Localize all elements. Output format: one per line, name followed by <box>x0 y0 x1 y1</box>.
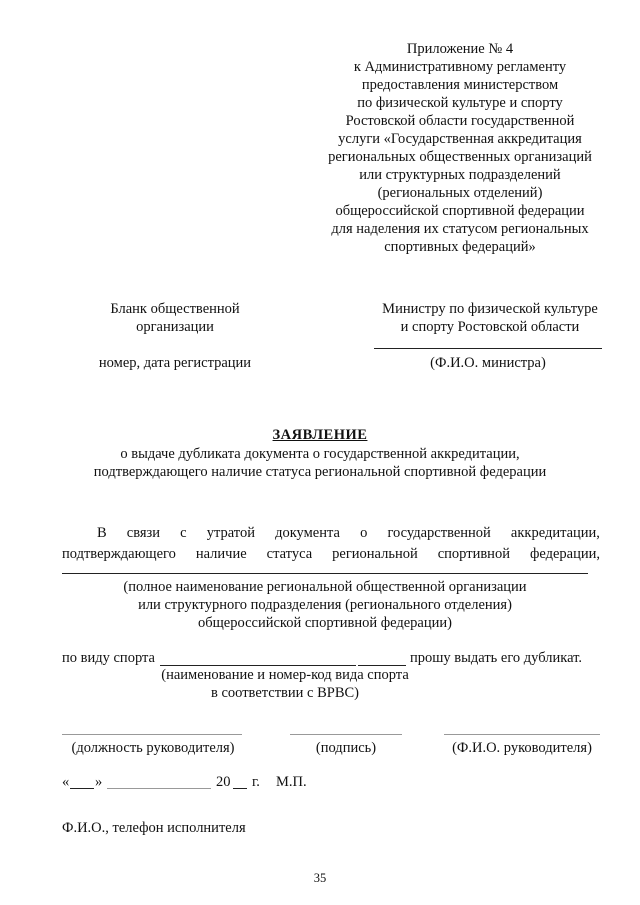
org-name-line[interactable] <box>62 573 588 574</box>
date-close-quote: » <box>95 774 103 790</box>
body-word: наличие <box>195 546 247 562</box>
body-word: спортивной <box>437 546 510 562</box>
day-line[interactable] <box>70 788 94 789</box>
sport-caption <box>150 666 420 702</box>
leader-name-line[interactable] <box>444 734 600 735</box>
date-open-quote: « <box>62 774 70 790</box>
body-word: федерации, <box>529 546 600 562</box>
org-letterhead-line: Бланк общественной <box>110 301 240 317</box>
position-line[interactable] <box>62 734 242 735</box>
registration-label: номер, дата регистрации <box>98 355 252 371</box>
appendix-line: спортивных федераций» <box>384 239 536 255</box>
body-word: подтверждающего <box>62 546 176 562</box>
body-word: связи <box>126 525 161 541</box>
appendix-line: или структурных подразделений <box>359 167 561 183</box>
leader-name-caption: (Ф.И.О. руководителя) <box>452 740 592 756</box>
minister-caption: (Ф.И.О. министра) <box>430 355 546 371</box>
org-letterhead <box>60 300 290 336</box>
appendix-header <box>318 40 602 256</box>
body-word: В <box>97 525 107 541</box>
caption-line: (наименование и номер-код вида спорта <box>161 667 409 683</box>
appendix-line: Ростовской области государственной <box>345 113 575 129</box>
subtitle-line: подтверждающего наличие статуса региональной спортивной федерации <box>93 464 547 480</box>
document-subtitle <box>0 445 640 481</box>
caption-line: (полное наименование региональной общественной организации <box>123 579 527 595</box>
executor-label: Ф.И.О., телефон исполнителя <box>62 820 246 836</box>
appendix-line: Приложение № 4 <box>406 41 514 57</box>
body-word: о <box>360 525 368 541</box>
addressee-line: и спорту Ростовской области <box>400 319 580 335</box>
body-word: утратой <box>206 525 255 541</box>
appendix-line: (региональных отделений) <box>377 185 543 201</box>
body-line-1 <box>97 524 600 542</box>
body-word: документа <box>275 525 340 541</box>
appendix-line: региональных общественных организаций <box>328 149 592 165</box>
stamp-label: М.П. <box>276 774 307 790</box>
body-line-2 <box>62 545 600 563</box>
sport-prefix: по виду спорта <box>62 650 155 666</box>
caption-line: общероссийской спортивной федерации) <box>198 615 452 631</box>
org-letterhead-line: организации <box>136 319 214 335</box>
signature-line[interactable] <box>290 734 402 735</box>
body-word: государственной <box>387 525 491 541</box>
org-name-caption <box>62 578 588 632</box>
addressee <box>360 300 620 336</box>
body-word: аккредитации, <box>510 525 600 541</box>
appendix-line: для наделения их статусом региональных <box>331 221 589 237</box>
year-line[interactable] <box>233 788 247 789</box>
signature-caption: (подпись) <box>315 740 377 756</box>
position-caption: (должность руководителя) <box>71 740 235 756</box>
minister-name-line[interactable] <box>374 348 602 349</box>
subtitle-line: о выдаче дубликата документа о государственной аккредитации, <box>120 446 520 462</box>
appendix-line: общероссийской спортивной федерации <box>335 203 585 219</box>
year-suffix: г. <box>252 774 260 790</box>
caption-line: или структурного подразделения (регионального отделения) <box>138 597 512 613</box>
body-word: с <box>180 525 187 541</box>
appendix-line: предоставления министерством <box>361 77 559 93</box>
sport-suffix: прошу выдать его дубликат. <box>410 650 583 666</box>
appendix-line: по физической культуре и спорту <box>357 95 563 111</box>
appendix-line: к Административному регламенту <box>353 59 567 75</box>
appendix-line: услуги «Государственная аккредитация <box>338 131 582 147</box>
body-word: региональной <box>332 546 418 562</box>
month-line[interactable] <box>107 788 211 789</box>
body-word: статуса <box>266 546 313 562</box>
caption-line: в соответствии с ВРВС) <box>211 685 359 701</box>
page-number: 35 <box>313 871 327 885</box>
document-title: ЗАЯВЛЕНИЕ <box>272 427 368 443</box>
addressee-line: Министру по физической культуре <box>382 301 598 317</box>
year-prefix: 20 <box>216 774 231 790</box>
